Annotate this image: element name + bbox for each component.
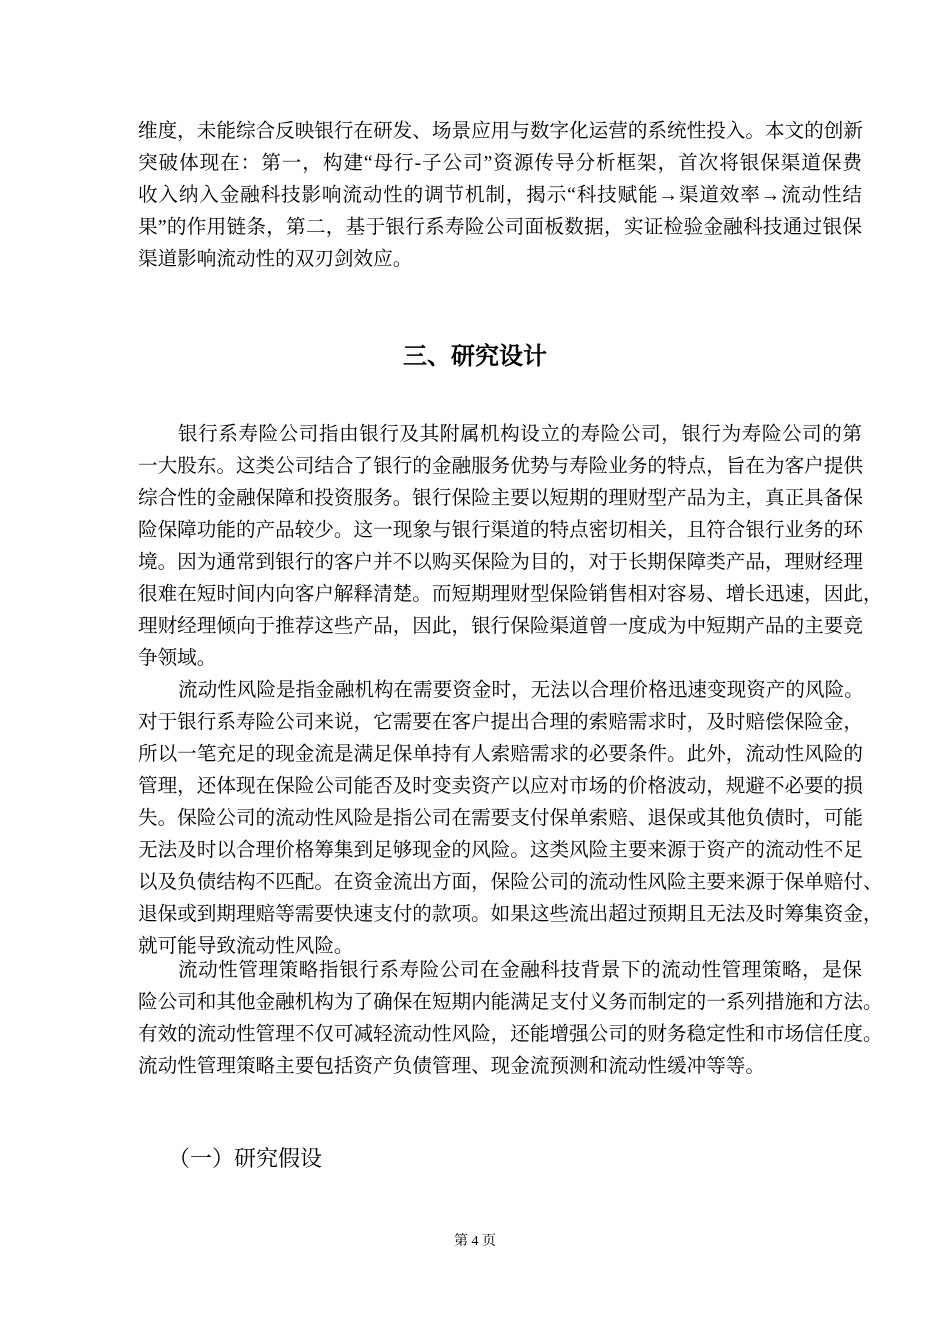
text-line: 无法及时以合理价格筹集到足够现金的风险。这类风险主要来源于资产的流动性不足 <box>138 840 863 861</box>
text-line: 流动性风险是指金融机构在需要资金时，无法以合理价格迅速变现资产的风险。 <box>178 680 864 701</box>
text-line: 果”的作用链条，第二，基于银行系寿险公司面板数据，实证检验金融科技通过银保 <box>138 217 862 238</box>
paragraph-liquidity-risk <box>138 675 883 963</box>
text-line: 理财经理倾向于推荐这些产品，因此，银行保险渠道曾一度成为中短期产品的主要竞 <box>138 616 863 637</box>
text-line: 境。因为通常到银行的客户并不以购买保险为目的，对于长期保障类产品，理财经理 <box>138 552 863 573</box>
section-title: 三、研究设计 <box>403 342 547 370</box>
text-line: 维度，未能综合反映银行在研发、场景应用与数字化运营的系统性投入。本文的创新 <box>138 121 863 142</box>
text-line: 对于银行系寿险公司来说，它需要在客户提出合理的索赔需求时，及时赔偿保险金， <box>138 712 863 733</box>
paragraph-bank-insurer-definition <box>138 419 883 675</box>
text-line: 流动性管理策略主要包括资产负债管理、现金流预测和流动性缓冲等等。 <box>138 1056 765 1077</box>
text-line: 退保或到期理赔等需要快速支付的款项。如果这些流出超过预期且无法及时筹集资金， <box>138 904 883 925</box>
paragraph-innovation <box>138 116 862 276</box>
paragraph-liquidity-management <box>138 955 883 1083</box>
text-line: 险公司和其他金融机构为了确保在短期内能满足支付义务而制定的一系列措施和方法。 <box>138 992 883 1013</box>
text-line: 流动性管理策略指银行系寿险公司在金融科技背景下的流动性管理策略，是保 <box>178 960 862 981</box>
subsection-title: （一）研究假设 <box>168 1147 323 1172</box>
text-line: 所以一笔充足的现金流是满足保单持有人索赔需求的必要条件。此外，流动性风险的 <box>138 744 863 765</box>
text-line: 失。保险公司的流动性风险是指公司在需要支付保单索赔、退保或其他负债时，可能 <box>138 808 863 829</box>
text-line: 综合性的金融保障和投资服务。银行保险主要以短期的理财型产品为主，真正具备保 <box>138 488 863 509</box>
text-line: 就可能导致流动性风险。 <box>138 936 354 957</box>
text-line: 很难在短时间内向客户解释清楚。而短期理财型保险销售相对容易、增长迅速，因此， <box>138 584 883 605</box>
text-line: 有效的流动性管理不仅可减轻流动性风险，还能增强公司的财务稳定性和市场信任度。 <box>138 1024 883 1045</box>
text-line: 争领域。 <box>138 648 217 669</box>
text-line: 渠道影响流动性的双刃剑效应。 <box>138 249 413 270</box>
page-number: 第 4 页 <box>454 1234 496 1249</box>
text-line: 管理，还体现在保险公司能否及时变卖资产以应对市场的价格波动，规避不必要的损 <box>138 776 863 797</box>
text-line: 突破体现在：第一，构建“母行-子公司”资源传导分析框架，首次将银保渠道保费 <box>138 153 862 174</box>
text-line: 收入纳入金融科技影响流动性的调节机制，揭示“科技赋能→渠道效率→流动性结 <box>138 185 862 206</box>
text-line: 险保障功能的产品较少。这一现象与银行渠道的特点密切相关，且符合银行业务的环 <box>138 520 863 541</box>
text-line: 银行系寿险公司指由银行及其附属机构设立的寿险公司，银行为寿险公司的第 <box>178 424 862 445</box>
text-line: 以及负债结构不匹配。在资金流出方面，保险公司的流动性风险主要来源于保单赔付、 <box>138 872 883 893</box>
text-line: 一大股东。这类公司结合了银行的金融服务优势与寿险业务的特点，旨在为客户提供 <box>138 456 863 477</box>
